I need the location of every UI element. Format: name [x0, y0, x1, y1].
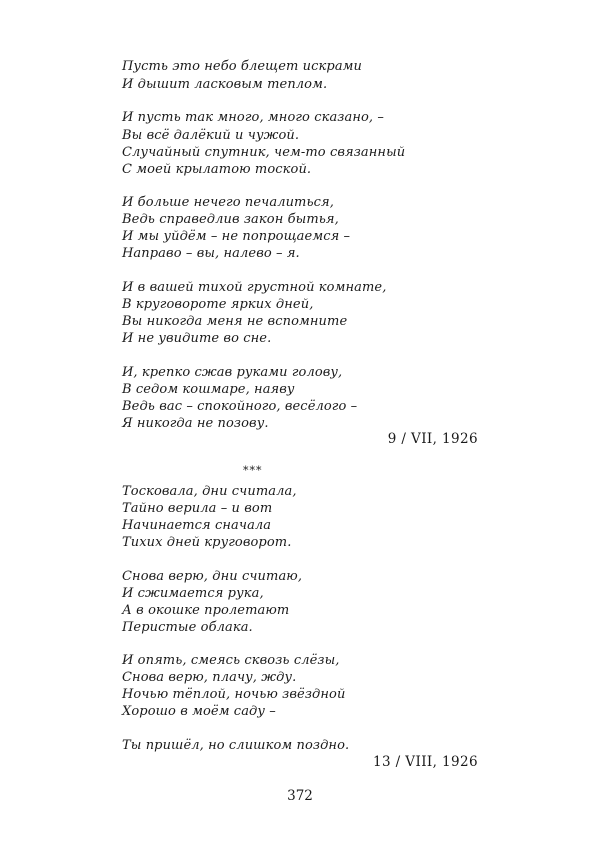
poem-line: Тосковала, дни считала, [122, 484, 297, 499]
poem-line: Случайный спутник, чем-то связанный [122, 145, 406, 160]
poem-line: Снова верю, плачу, жду. [122, 670, 297, 685]
poem-line: И не увидите во сне. [122, 331, 272, 346]
poem-line: Ты пришёл, но слишком поздно. [122, 738, 350, 753]
poem-line: Тайно верила – и вот [122, 501, 273, 516]
poem-line: Ведь справедлив закон бытья, [122, 212, 339, 227]
poem-line: Перистые облака. [122, 620, 253, 635]
poem-date: 13 / VIII, 1926 [373, 754, 478, 770]
poem-line: Пусть это небо блещет искрами [122, 59, 363, 74]
poem-line: И сжимается рука, [122, 586, 264, 601]
poem-line: С моей крылатою тоской. [122, 162, 312, 177]
poem-line: Начинается сначала [122, 518, 272, 533]
poem-date: 9 / VII, 1926 [387, 431, 478, 447]
poem-line: Хорошо в моём саду – [122, 704, 276, 719]
poem-line: И, крепко сжав руками голову, [122, 365, 343, 380]
poem-line: Тихих дней круговорот. [122, 535, 292, 550]
poem-line: И больше нечего печалиться, [122, 195, 334, 210]
poem-line: Я никогда не позову. [122, 416, 269, 431]
poem-line: Вы никогда меня не вспомните [122, 314, 348, 329]
poem-line: Ведь вас – спокойного, весёлого – [122, 399, 358, 414]
poem-line: И мы уйдём – не попрощаемся – [122, 229, 351, 244]
poem-line: И в вашей тихой грустной комнате, [122, 280, 387, 295]
poem-line: Снова верю, дни считаю, [122, 569, 303, 584]
poem-line: И опять, смеясь сквозь слёзы, [122, 653, 340, 668]
poem-line: Направо – вы, налево – я. [122, 246, 300, 261]
poem-line: В круговороте ярких дней, [122, 297, 314, 312]
poem-line: Ночью тёплой, ночью звёздной [122, 687, 346, 702]
poem-separator: *** [243, 464, 263, 477]
page-number: 372 [287, 788, 313, 804]
poem-line: И пусть так много, много сказано, – [122, 110, 384, 125]
poem-line: Вы всё далёкий и чужой. [122, 128, 300, 143]
poem-line: В седом кошмаре, наяву [122, 382, 295, 397]
poem-line: И дышит ласковым теплом. [122, 77, 328, 92]
poem-line: А в окошке пролетают [122, 603, 290, 618]
